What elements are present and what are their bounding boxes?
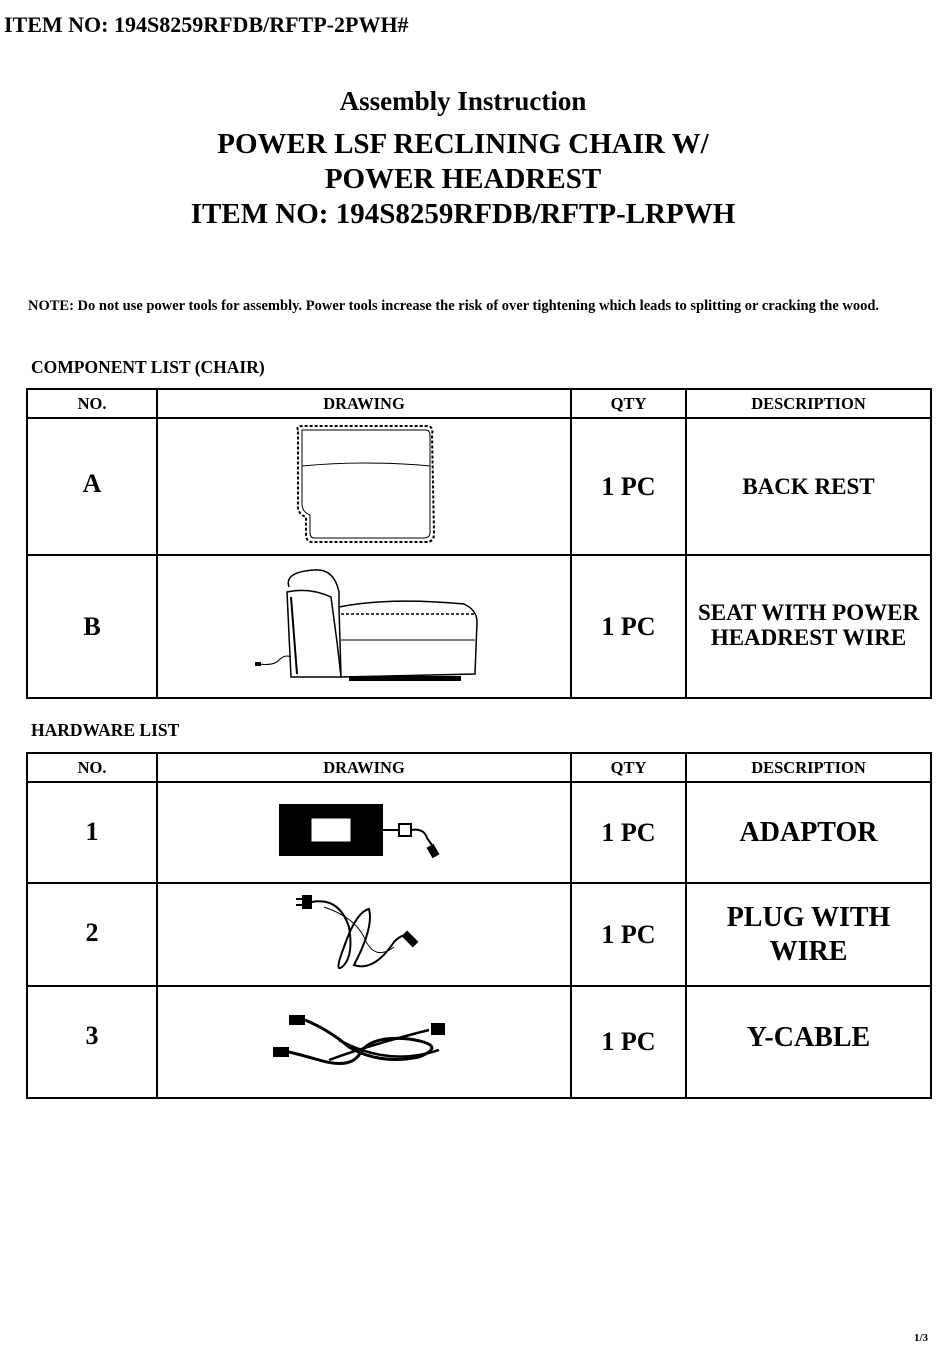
row-no: 2: [27, 883, 157, 986]
header-description: DESCRIPTION: [686, 753, 931, 782]
component-table: [26, 388, 932, 699]
plug-wire-drawing: [157, 883, 571, 986]
row-qty: 1 PC: [571, 986, 686, 1098]
table-row: [27, 418, 931, 555]
product-item-number: ITEM NO: 194S8259RFDB/RFTP-LRPWH: [190, 198, 736, 230]
y-cable-drawing: [157, 986, 571, 1098]
product-title: [0, 127, 926, 232]
product-line-1: POWER LSF RECLINING CHAIR W/: [217, 128, 709, 160]
document-title: Assembly Instruction: [339, 86, 587, 116]
row-no: B: [27, 555, 157, 698]
table-header-row: [27, 753, 931, 782]
header-drawing: DRAWING: [157, 753, 571, 782]
table-row: [27, 555, 931, 698]
row-qty: 1 PC: [571, 555, 686, 698]
row-description: Y-CABLE: [686, 986, 931, 1098]
product-line-2: POWER HEADREST: [324, 163, 602, 195]
adaptor-drawing: [157, 782, 571, 883]
header-drawing: DRAWING: [157, 389, 571, 418]
row-qty: 1 PC: [571, 883, 686, 986]
hardware-table: [26, 752, 932, 1099]
row-description: ADAPTOR: [686, 782, 931, 883]
row-qty: 1 PC: [571, 782, 686, 883]
row-qty: 1 PC: [571, 418, 686, 555]
table-header-row: [27, 389, 931, 418]
assembly-note: NOTE: Do not use power tools for assembly. Power tools increase the risk of over tightening which leads to splitting or cracking the wood.: [28, 298, 880, 314]
page-number: 1/3: [913, 1332, 928, 1344]
header-no: NO.: [27, 753, 157, 782]
seat-drawing: [157, 555, 571, 698]
hardware-list-title: HARDWARE LIST: [31, 720, 180, 740]
header-item-number: ITEM NO: 194S8259RFDB/RFTP-2PWH#: [4, 12, 409, 37]
row-no: A: [27, 418, 157, 555]
header-description: DESCRIPTION: [686, 389, 931, 418]
header-no: NO.: [27, 389, 157, 418]
row-description: BACK REST: [686, 418, 931, 555]
table-row: [27, 883, 931, 986]
row-description: SEAT WITH POWER HEADREST WIRE: [686, 555, 931, 698]
row-no: 1: [27, 782, 157, 883]
row-no: 3: [27, 986, 157, 1098]
table-row: [27, 782, 931, 883]
table-row: [27, 986, 931, 1098]
component-list-title: COMPONENT LIST (CHAIR): [31, 357, 265, 377]
header-qty: QTY: [571, 389, 686, 418]
row-description: PLUG WITH WIRE: [686, 883, 931, 986]
header-qty: QTY: [571, 753, 686, 782]
back-rest-drawing: [157, 418, 571, 555]
